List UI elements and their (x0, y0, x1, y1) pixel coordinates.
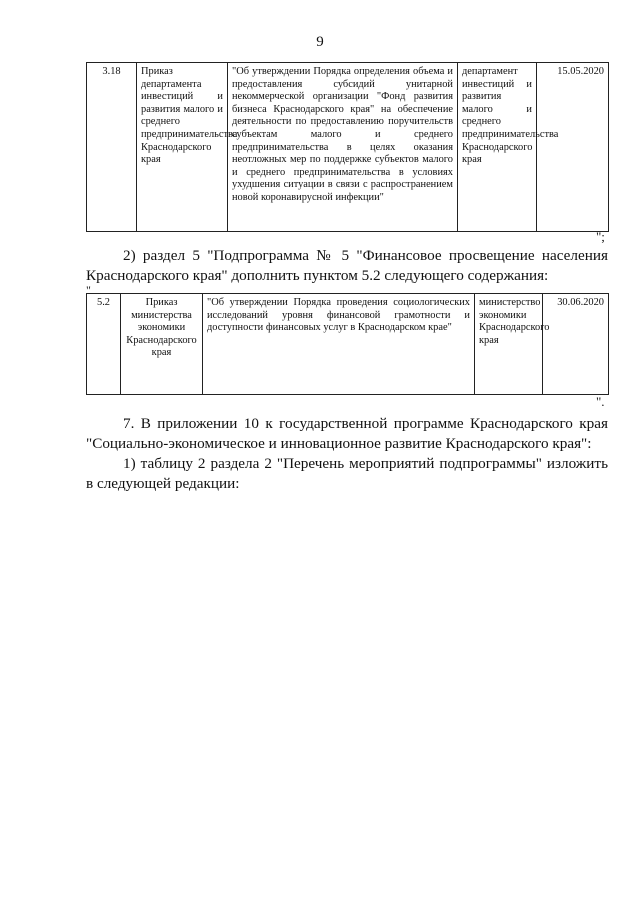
table-row (87, 294, 609, 395)
document-title-cell: "Об утверждении Порядка проведения социологических исследований уровня финансовой грамотности и доступности финансовых услуг в Краснодарском крае" (203, 294, 475, 395)
closing-quote: ". (596, 394, 605, 409)
responsible-body-cell: департамент инвестиций и развития малого и среднего предпринимательства Краснодарского края (458, 63, 537, 232)
measures-table-5-2 (86, 293, 609, 395)
measures-table-3-18 (86, 62, 609, 232)
paragraph-7-1: 1) таблицу 2 раздела 2 "Перечень мероприятий подпрограммы" изложить в следующей редакции: (86, 455, 608, 492)
deadline-date-cell: 15.05.2020 (537, 63, 609, 232)
document-type-cell: Приказ министерства экономики Краснодарского края (121, 294, 203, 395)
deadline-date-cell: 30.06.2020 (543, 294, 609, 395)
document-type-cell: Приказ департамента инвестиций и развития малого и среднего предпринимательства Краснодарского края (137, 63, 228, 232)
closing-quote: "; (596, 229, 605, 244)
row-number: 5.2 (87, 294, 121, 395)
responsible-body-cell: министерство экономики Краснодарского края (475, 294, 543, 395)
document-title-cell: "Об утверждении Порядка определения объема и предоставления субсидий унитарной некоммерческой организации "Фонд развития бизнеса Краснодарского края" на обеспечение деятельности по предоставлению поручительств субъектам малого и среднего предпринимательства в целях оказания неотложных мер по поддержке субъектов малого и среднего предпринимательства в условиях ухудшения ситуации в связи с распространением новой коронавирусной инфекции" (228, 63, 458, 232)
paragraph-7: 7. В приложении 10 к государственной программе Краснодарского края "Социально-экономическое и инновационное развитие Краснодарского края": (86, 415, 608, 452)
row-number: 3.18 (87, 63, 137, 232)
page-number: 9 (316, 34, 324, 50)
table-row (87, 63, 609, 232)
paragraph-2: 2) раздел 5 "Подпрограмма № 5 "Финансовое просвещение населения Краснодарского края" дополнить пунктом 5.2 следующего содержания: (86, 247, 608, 284)
opening-quote: " (86, 283, 91, 297)
